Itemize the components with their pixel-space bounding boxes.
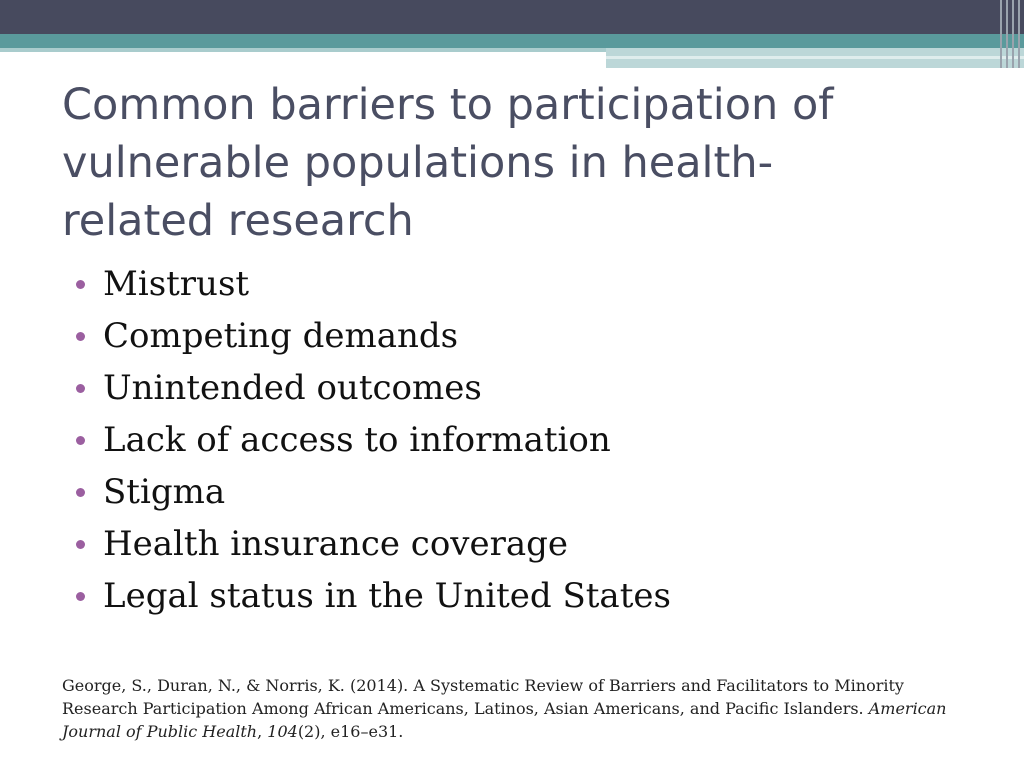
bullet-dot-icon: [76, 488, 85, 497]
list-item: [76, 258, 976, 310]
list-item: [76, 414, 976, 466]
list-item-text: Competing demands: [103, 316, 459, 356]
edge-line: [1012, 0, 1014, 68]
citation-separator: ,: [257, 722, 268, 741]
bullet-dot-icon: [76, 436, 85, 445]
list-item: [76, 518, 976, 570]
edge-line: [1000, 0, 1002, 68]
list-item: [76, 466, 976, 518]
bullet-dot-icon: [76, 384, 85, 393]
citation-text: George, S., Duran, N., & Norris, K. (2014). A Systematic Review of Barriers and Facilitators to Minority Research Participation Among African Americans, Latinos, Asian Americans, and Pacific Islanders.: [62, 676, 904, 718]
bullet-dot-icon: [76, 592, 85, 601]
header-accent-light: [0, 48, 606, 52]
title-line: vulnerable populations in health-: [62, 138, 774, 188]
citation-journal: American Journal of Public Health: [62, 699, 947, 741]
header-accent-line: [606, 56, 1024, 59]
title-line: related research: [62, 196, 414, 246]
list-item-text: Unintended outcomes: [103, 368, 482, 408]
citation-pages: (2), e16–e31.: [297, 722, 404, 741]
list-item: [76, 362, 976, 414]
bullet-dot-icon: [76, 332, 85, 341]
citation-volume: 104: [267, 722, 298, 741]
list-item-text: Lack of access to information: [103, 420, 611, 460]
list-item-text: Mistrust: [103, 264, 250, 304]
list-item-text: Legal status in the United States: [103, 576, 671, 616]
citation: [62, 674, 962, 743]
bullet-dot-icon: [76, 280, 85, 289]
title-line: Common barriers to participation of: [62, 80, 834, 130]
header-edge-lines: [996, 0, 1024, 68]
slide-title: [62, 76, 962, 250]
header-band-dark: [0, 0, 1024, 34]
list-item-text: Stigma: [103, 472, 226, 512]
list-item: [76, 310, 976, 362]
edge-line: [1006, 0, 1008, 68]
header-band-teal: [0, 34, 1024, 48]
list-item: [76, 570, 976, 622]
edge-line: [1018, 0, 1020, 68]
bullet-dot-icon: [76, 540, 85, 549]
barrier-list: [76, 258, 976, 622]
list-item-text: Health insurance coverage: [103, 524, 569, 564]
